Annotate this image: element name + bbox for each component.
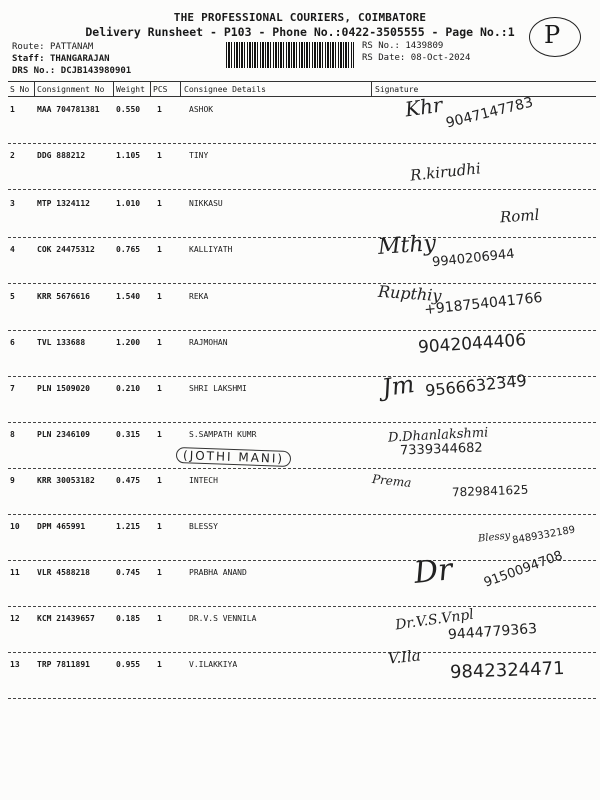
table-row	[0, 646, 600, 700]
route-value: PATTANAM	[49, 42, 94, 52]
row-sno: 5	[10, 292, 15, 301]
row-consignee: BLESSY	[189, 522, 218, 531]
row-consignment-no: COK 24475312	[37, 245, 95, 254]
row-separator	[8, 143, 596, 144]
row-separator	[8, 606, 596, 607]
stamp-circle	[529, 17, 581, 57]
row-weight: 1.540	[116, 292, 141, 301]
row-signature: Dr	[412, 552, 455, 591]
row-signature: Mthy	[377, 231, 437, 260]
rs-date-line: RS Date: 08-Oct-2024	[362, 53, 471, 63]
table-row	[0, 424, 600, 470]
row-consignee: ASHOK	[189, 105, 214, 114]
row-weight: 1.200	[116, 338, 141, 347]
row-consignee: S.SAMPATH KUMR	[189, 430, 257, 439]
row-consignee: V.ILAKKIYA	[189, 660, 238, 669]
row-consignment-no: DDG 888212	[37, 151, 86, 160]
row-consignee: REKA	[189, 292, 209, 301]
col-divider	[180, 82, 181, 96]
row-separator	[8, 652, 596, 653]
row-signature: D.Dhanlakshmi	[387, 425, 489, 446]
row-separator	[8, 560, 596, 561]
row-handwritten-phone: 9047147783	[444, 94, 535, 132]
row-pcs: 1	[157, 384, 162, 393]
row-pcs: 1	[157, 614, 162, 623]
row-consignee: RAJMOHAN	[189, 338, 228, 347]
row-separator	[8, 283, 596, 284]
row-sno: 3	[10, 199, 15, 208]
row-weight: 1.105	[116, 151, 141, 160]
drs-value: DCJB143980901	[60, 66, 132, 76]
table-top-border	[8, 81, 596, 82]
row-sno: 2	[10, 151, 15, 160]
row-signature: Jm	[380, 369, 417, 403]
row-consignment-no: PLN 2346109	[37, 430, 90, 439]
rs-date-value: 08-Oct-2024	[410, 53, 471, 63]
row-pcs: 1	[157, 245, 162, 254]
row-consignee: NIKKASU	[189, 199, 223, 208]
row-consignment-no: MTP 1324112	[37, 199, 90, 208]
table-row	[0, 332, 600, 378]
table-row	[0, 470, 600, 516]
route-line: Route: PATTANAM	[12, 42, 94, 52]
table-row	[0, 608, 600, 654]
table-row	[0, 548, 600, 608]
row-consignment-no: MAA 704781381	[37, 105, 100, 114]
rs-no-line: RS No.: 1439809	[362, 41, 444, 51]
row-sno: 8	[10, 430, 15, 439]
col-header-weight: Weight	[116, 85, 145, 94]
table-row	[0, 145, 600, 191]
row-weight: 0.210	[116, 384, 141, 393]
company-title: THE PROFESSIONAL COURIERS, COIMBATORE	[173, 11, 427, 24]
row-weight: 0.185	[116, 614, 141, 623]
row-weight: 0.315	[116, 430, 141, 439]
row-sno: 12	[10, 614, 20, 623]
row-signature: Rupthiy	[377, 281, 443, 306]
col-header-signature: Signature	[375, 85, 419, 94]
table-row	[0, 281, 600, 332]
row-consignment-no: PLN 1509020	[37, 384, 90, 393]
staff-line: Staff: THANGARAJAN	[12, 54, 110, 64]
row-signature: Dr.V.S.Vnpl	[394, 606, 475, 634]
stamp-letter: P	[544, 21, 561, 49]
row-sno: 10	[10, 522, 20, 531]
row-pcs: 1	[157, 105, 162, 114]
row-consignee: KALLIYATH	[189, 245, 233, 254]
table-row	[0, 516, 600, 562]
row-consignee: TINY	[189, 151, 209, 160]
row8-handwritten-note: (JOTHI MANI)	[176, 447, 292, 467]
row-separator	[8, 422, 596, 423]
row-consignee: INTECH	[189, 476, 218, 485]
table-row	[0, 193, 600, 239]
row-weight: 0.475	[116, 476, 141, 485]
row-sno: 1	[10, 105, 15, 114]
rs-no-value: 1439809	[405, 41, 444, 51]
row-separator	[8, 698, 596, 699]
row-weight: 0.550	[116, 105, 141, 114]
row-consignment-no: TRP 7811891	[37, 660, 90, 669]
col-divider	[371, 82, 372, 96]
col-divider	[113, 82, 114, 96]
row-handwritten-phone: 9150094708	[481, 548, 565, 591]
row-consignment-no: TVL 133688	[37, 338, 86, 347]
table-header-bottom	[8, 96, 596, 97]
row-pcs: 1	[157, 199, 162, 208]
row-handwritten-phone: 9444779363	[447, 620, 538, 644]
row-sno: 13	[10, 660, 20, 669]
row-pcs: 1	[157, 522, 162, 531]
row-separator	[8, 514, 596, 515]
row-pcs: 1	[157, 660, 162, 669]
row-pcs: 1	[157, 338, 162, 347]
row-signature: Blessy	[477, 530, 511, 545]
col-header-consignment: Consignment No	[37, 85, 105, 94]
row-signature: R.kirudhi	[409, 159, 482, 185]
row-consignment-no: VLR 4588218	[37, 568, 90, 577]
row-handwritten-phone: 9842324471	[449, 658, 565, 683]
row-sno: 4	[10, 245, 15, 254]
barcode	[226, 42, 354, 68]
row-handwritten-phone: 7829841625	[451, 482, 529, 500]
row-handwritten-phone: 9566632349	[424, 370, 528, 401]
row-signature: Roml	[499, 205, 540, 227]
row-consignment-no: DPM 465991	[37, 522, 86, 531]
row-pcs: 1	[157, 568, 162, 577]
row-handwritten-phone: 9042044406	[417, 330, 527, 358]
row-sno: 6	[10, 338, 15, 347]
table-row	[0, 92, 600, 145]
row-consignee: DR.V.S VENNILA	[189, 614, 257, 623]
row-separator	[8, 189, 596, 190]
row-weight: 0.765	[116, 245, 141, 254]
row-consignment-no: KCM 21439657	[37, 614, 95, 623]
row-pcs: 1	[157, 151, 162, 160]
row-sno: 11	[10, 568, 20, 577]
row-separator	[8, 237, 596, 238]
row-pcs: 1	[157, 476, 162, 485]
row-signature: Prema	[371, 471, 413, 491]
col-header-pcs: PCS	[153, 85, 168, 94]
row-consignment-no: KRR 30053182	[37, 476, 95, 485]
row-consignment-no: KRR 5676616	[37, 292, 90, 301]
row-handwritten-phone: 9940206944	[431, 246, 516, 271]
table-row	[0, 231, 600, 285]
row-consignee: SHRI LAKSHMI	[189, 384, 247, 393]
row-pcs: 1	[157, 292, 162, 301]
row-handwritten-phone: 7339344682	[399, 440, 483, 459]
row-signature: V.Ila	[387, 646, 422, 668]
row-weight: 0.745	[116, 568, 141, 577]
row-pcs: 1	[157, 430, 162, 439]
row-handwritten-phone: +918754041766	[423, 289, 544, 319]
col-divider	[34, 82, 35, 96]
table-row	[0, 369, 600, 424]
row-handwritten-phone: 8489332189	[511, 524, 577, 547]
runsheet-title: Delivery Runsheet - P103 - Phone No.:0422-3505555 - Page No.:1	[85, 25, 515, 39]
row-weight: 1.010	[116, 199, 141, 208]
row-separator	[8, 468, 596, 469]
col-header-consignee: Consignee Details	[184, 85, 266, 94]
row-consignee: PRABHA ANAND	[189, 568, 247, 577]
row-sno: 7	[10, 384, 15, 393]
row-sno: 9	[10, 476, 15, 485]
row-signature: Khr	[403, 92, 444, 122]
row-weight: 0.955	[116, 660, 141, 669]
staff-value: THANGARAJAN	[49, 54, 110, 64]
row-weight: 1.215	[116, 522, 141, 531]
drs-line: DRS No.: DCJB143980901	[12, 66, 132, 76]
col-header-sno: S No	[10, 85, 30, 94]
col-divider	[150, 82, 151, 96]
